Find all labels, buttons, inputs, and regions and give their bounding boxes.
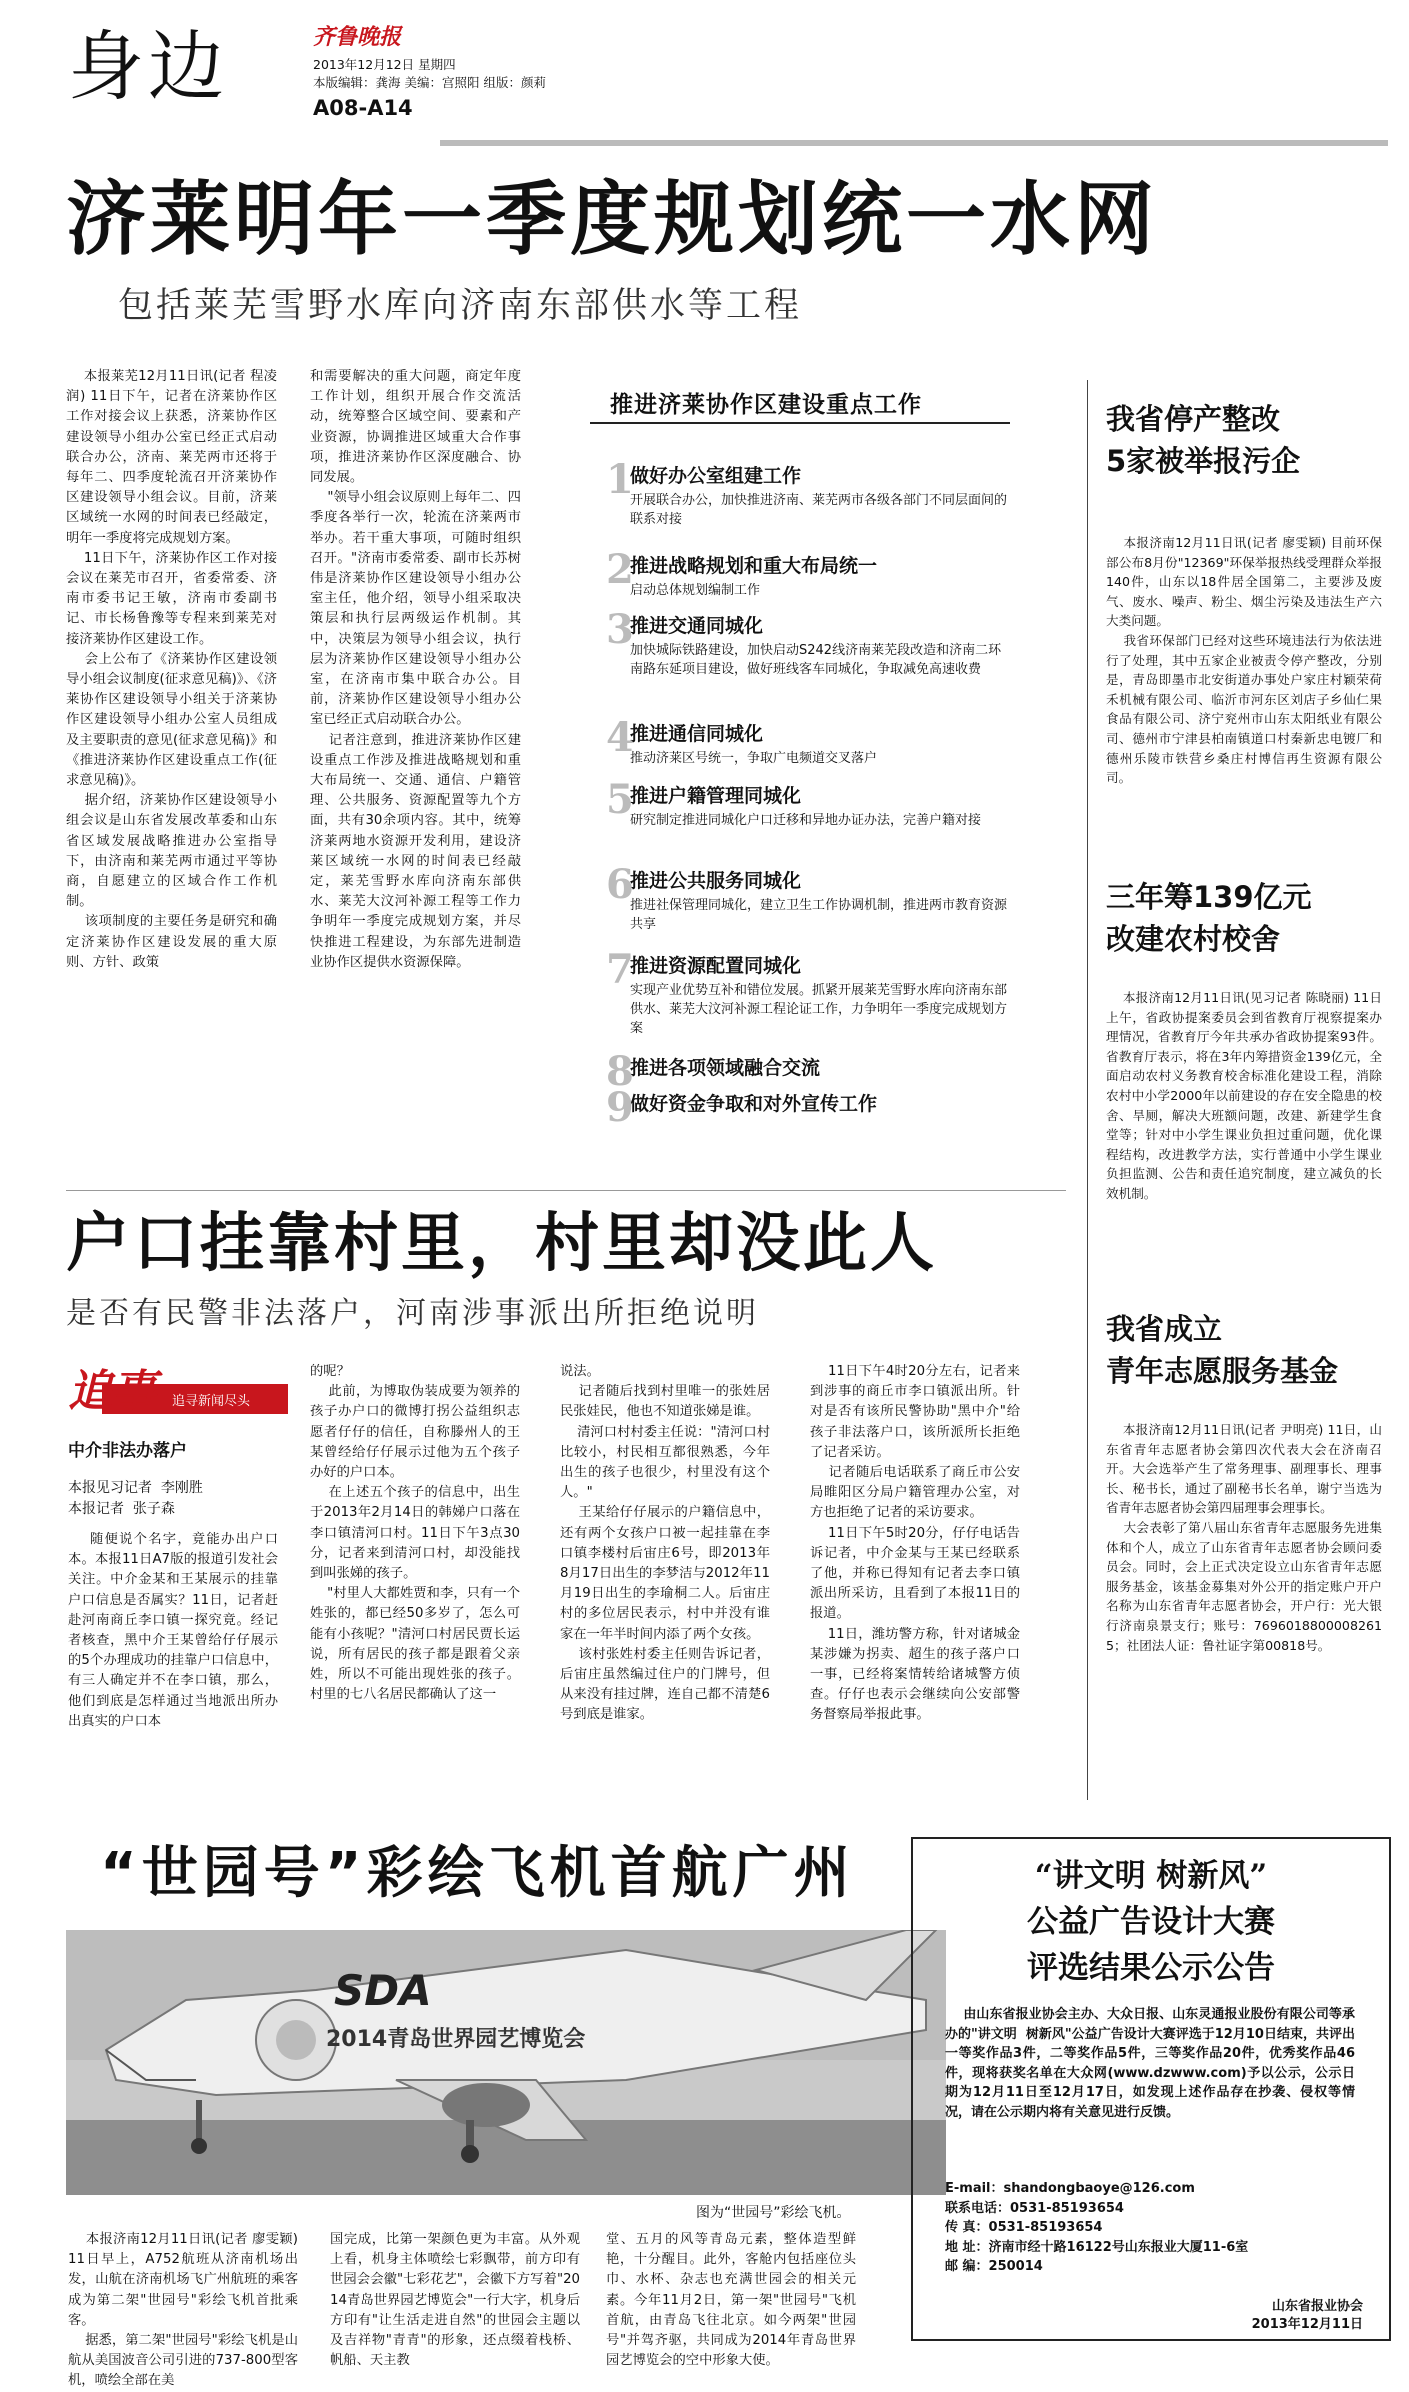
keywork-box-title: 推进济莱协作区建设重点工作: [610, 392, 922, 418]
issue-date: 2013年12月12日 星期四: [313, 57, 456, 72]
side2-body: 本报济南12月11日讯(见习记者 陈晓丽) 11日上午，省政协提案委员会到省教育厅视察提案办理情况，省教育厅今年共承办省政协提案93件。省教育厅表示，将在3年内筹措资金139亿元，全面启动农村义务教育校舍标准化建设工程，消除农村中小学2000年以前建设的存在安全隐患的校舍、旱厕，解决大班额问题，改建、新建学生食堂等；针对中小学生课业负担过重问题，优化课程结构，改进教学方法，实行普通中小学生课业负担监测、公告和责任追究制度，建立减负的长效机制。: [1106, 990, 1382, 1201]
story1-subheadline: 包括莱芜雪野水库向济南东部供水等工程: [118, 286, 803, 326]
keywork-item: [606, 1048, 1010, 1095]
story2-col3: 说法。 记者随后找到村里唯一的张姓居民张娃民，他也不知道张娣是谁。 清河口村村委主任说："清河口村比较小，村民相互都很熟悉，今年出生的孩子也很少，村里没有这个人。" 王某给仔仔展示的户籍信息中，还有两个女孩户口被一起挂靠在李口镇李楼村后宙庄6号，即2013年8月17日出生的李梦洁与2012年11月19日出生的李瑜桐二人。后宙庄村的多位居民表示，村中并没有谁家在一年半时间内添了两个女孩。 该村张姓村委主任则告诉记者，后宙庄虽然编过住户的门牌号，但从来没有挂过牌，连自己都不清楚6号到底是谁家。: [560, 1364, 770, 1723]
plane-logo-text: SDA: [334, 1966, 432, 2015]
item-title: 做好办公室组建工作: [630, 465, 802, 487]
item-desc: 研究制定推进同城化户口迁移和异地办证办法，完善户籍对接: [630, 813, 982, 828]
contact-value: 济南市经十路16122号山东报业大厦11-6室: [988, 2239, 1249, 2255]
airplane-photo: [66, 1930, 946, 2195]
public-notice-box: [911, 1837, 1391, 2341]
page-range: A08-A14: [313, 96, 413, 120]
story1-col2: 和需要解决的重大问题，商定年度工作计划，组织开展合作交流活动，统筹整合区域空间、要素和产业资源，协调推进区域重大合作事项，推进济莱协作区深度融合、协同发展。 "领导小组会议原则上每年二、四季度各举行一次，轮流在济莱两市举办。若干重大事项，可随时组织召开。"济南市委常委、副市长苏树伟是济莱协作区建设领导小组办公室主任，他介绍，领导小组采取决策层和执行层两级运作机制。其中，决策层为领导小组会议，执行层为济莱协作区建设领导小组办公室，在济南市集中联合办公。目前，济莱协作区建设领导小组办公室已经正式启动联合办公。 记者注意到，推进济莱协作区建设重点工作涉及推进战略规划和重大布局统一、交通、通信、户籍管理、公共服务、资源配置等九个方面，共有30余项内容。其中，统筹济莱两地水资源开发利用，建设济莱区域统一水网的时间表已经敲定，莱芜雪野水库向济南东部供水、莱芜大汶河补源工程等工作力争明年一季度完成规划方案，并尽快推进工程建设，为东部先进制造业协作区提供水资源保障。: [310, 369, 521, 970]
item-title: 推进各项领域融合交流: [630, 1057, 821, 1079]
story3-col2: 国完成，比第一架颜色更为丰富。从外观上看，机身主体喷绘七彩飘带，前方印有世园会会徽"七彩花艺"，会徽下方写着"2014青岛世界园艺博览会"一行大字，机身后方印有"让生活走进自然"的世园会主题以及吉祥物"青青"的形象，还点缀着栈桥、帆船、天主教: [330, 2232, 580, 2369]
notice-contacts: [945, 2179, 1365, 2277]
contact-label: 联系电话：: [945, 2200, 1011, 2216]
keywork-item: [606, 1084, 1010, 1131]
column-name: 中介非法办落户: [68, 1441, 187, 1461]
item-title: 推进户籍管理同城化: [630, 785, 802, 807]
editors-line: 本版编辑：龚海 美编：宫照阳 组版：颜莉: [313, 75, 546, 90]
contact-value: 0531-85193654: [988, 2220, 1103, 2236]
item-desc: 加快城际铁路建设，加快启动S242线济南莱芜段改造和济南二环南路东延项目建设，做好班线客车同城化，争取减免高速收费: [630, 643, 1002, 677]
item-number: 5: [606, 776, 634, 823]
contact-value: 0531-85193654: [1010, 2200, 1124, 2216]
contact-label: E-mail：: [945, 2181, 1004, 2196]
section-title: 身边: [68, 22, 228, 111]
keywork-box: [590, 380, 1020, 1130]
keywork-list: [606, 456, 1020, 1131]
keywork-item: [606, 714, 1010, 768]
item-number: 6: [606, 861, 634, 908]
item-title: 推进资源配置同城化: [630, 955, 802, 977]
column-logo-small: 追寻新闻尽头: [172, 1394, 251, 1409]
notice-title: “讲文明 树新风” 公益广告设计大赛 评选结果公示公告: [1027, 1858, 1275, 1986]
item-title: 推进公共服务同城化: [630, 870, 802, 892]
masthead-rule: [440, 140, 1388, 146]
notice-body: 由山东省报业协会主办、大众日报、山东灵通报业股份有限公司等承办的"讲文明 树新风"公益广告设计大赛评选于12月10日结束，共评出一等奖作品3件，二等奖作品5件，三等奖作品20件，优秀奖作品46件，现将获奖名单在大众网(www.dzwww.com)予以公示，公示日期为12月11日至12月17日，如发现上述作品存在抄袭、侵权等情况，请在公示期内将有关意见进行反馈。: [945, 2007, 1355, 2120]
item-desc: 推进社保管理同城化，建立卫生工作协调机制，推进两市教育资源共享: [630, 898, 1008, 932]
keywork-item: [606, 606, 1010, 679]
story2-col2: 的呢？ 此前，为博取伪装成要为领养的孩子办户口的微博打拐公益组织志愿者仔仔的信任，自称滕州人的王某曾经给仔仔展示过他为五个孩子办好的户口本。 在上述五个孩子的信息中，出生于2013年2月14日的韩娣户口落在李口镇清河口村。11日下午3点30分，记者来到清河口村，却没能找到叫张娣的孩子。 "村里人大都姓贾和李，只有一个姓张的，都已经50多岁了，怎么可能有小孩呢？"清河口村居民贾长运说，所有居民的孩子都是跟着父亲姓，所以不可能出现姓张的孩子。村里的七八名居民都确认了这一: [310, 1364, 520, 1703]
story3-col1: 本报济南12月11日讯(记者 廖雯颖) 11日早上，A752航班从济南机场出发，山航在济南机场飞广州航班的乘客成为第二架"世园号"彩绘飞机首批乘客。 据悉，第二架"世园号"彩绘飞机是山航从美国波音公司引进的737-800型客机，喷绘全部在美: [68, 2232, 298, 2389]
side1-headline: 我省停产整改 5家被举报污企: [1106, 402, 1301, 478]
notice-sign-date: 2013年12月11日: [1251, 2317, 1363, 2332]
story2-col4: 11日下午4时20分左右，记者来到涉事的商丘市李口镇派出所。针对是否有该所民警协助"黑中介"给孩子非法落户口，该所派所长拒绝了记者采访。 记者随后电话联系了商丘市公安局睢阳区分局户籍管理办公室，对方也拒绝了记者的采访要求。 11日下午5时20分，仔仔电话告诉记者，中介金某与王某已经联系了他，并称已得知有记者去李口镇派出所采访，且看到了本报11日的报道。 11日，潍坊警方称，针对诸城金某涉嫌为拐卖、超生的孩子落户口一事，已经将案情转给诸城警方侦查。仔仔也表示会继续向公安部警务督察局举报此事。: [810, 1364, 1020, 1723]
contact-phone: [945, 2199, 1365, 2219]
item-number: 2: [606, 546, 634, 593]
column-logo-big: 追事: [68, 1366, 156, 1417]
side3-body: 本报济南12月11日讯(记者 尹明亮) 11日，山东省青年志愿者协会第四次代表大会在济南召开。大会选举产生了常务理事、副理事长、理事长、秘书长，通过了副秘书长名单，谢宁当选为省青年志愿者协会第四届理事会理事长。 大会表彰了第八届山东省青年志愿服务先进集体和个人，成立了山东省青年志愿者协会顾问委员会。同时，会上正式决定设立山东省青年志愿服务基金，该基金募集对外公开的指定账户开户名称为山东省青年志愿者协会，开户行：光大银行济南泉景支行；账号：76960188000082615；社团法人证：鲁社证字第00818号。: [1106, 1422, 1383, 1653]
plane-banner-text: 2014青岛世界园艺博览会: [326, 2027, 586, 2052]
airplane-illustration: [66, 1930, 946, 2195]
item-number: 8: [606, 1048, 634, 1095]
item-title: 推进战略规划和重大布局统一: [630, 555, 878, 577]
item-title: 推进通信同城化: [630, 723, 764, 745]
side2-headline: 三年筹139亿元 改建农村校舍: [1106, 880, 1312, 956]
contact-postcode: [945, 2257, 1365, 2277]
item-number: 3: [606, 606, 634, 653]
story2-col1: 随便说个名字，竟能办出户口本。本报11日A7版的报道引发社会关注。中介金某和王某展示的挂靠户口信息是否属实？11日，记者赶赴河南商丘李口镇一探究竟。经记者核查，黑中介王某曾给仔仔展示的5个办理成功的挂靠户口信息中，有三人确定并不在李口镇，那么，他们到底是怎样通过当地派出所办出真实的户口本: [68, 1532, 278, 1729]
contact-email: [945, 2179, 1365, 2199]
story1-col1: 本报莱芜12月11日讯(记者 程凌润) 11日下午，记者在济莱协作区工作对接会议上获悉，济莱协作区建设领导小组办公室已经正式启动联合办公，济南、莱芜两市还将于每年二、四季度轮流召开济莱协作区建设领导小组会议。目前，济莱区域统一水网的时间表已经敲定，明年一季度将完成规划方案。 11日下午，济莱协作区工作对接会议在莱芜市召开，省委常委、济南市委书记王敏，济南市委副书记、市长杨鲁豫等专程来到莱芜对接济莱协作区建设工作。 会上公布了《济莱协作区建设领导小组会议制度(征求意见稿)》、《济莱协作区建设领导小组关于济莱协作区建设领导小组办公室人员组成及主要职责的意见(征求意见稿)》和《推进济莱协作区建设重点工作(征求意见稿)》。 据介绍，济莱协作区建设领导小组会议是山东省发展改革委和山东省区域发展战略推进办公室指导下，由济南和莱芜两市通过平等协商，自愿建立的区域合作工作机制。 该项制度的主要任务是研究和确定济莱协作区建设发展的重大原则、方针、政策: [66, 369, 277, 970]
item-desc: 推动济莱区号统一，争取广电频道交叉落户: [630, 751, 878, 766]
item-number: 7: [606, 946, 634, 993]
contact-value: shandongbaoye@126.com: [1003, 2181, 1195, 2196]
story2-byline: 本报见习记者 李刚胜 本报记者 张子森: [68, 1480, 203, 1517]
item-title: 推进交通同城化: [630, 615, 764, 637]
item-number: 4: [606, 714, 634, 761]
keywork-item: [606, 546, 1010, 600]
side1-body: 本报济南12月11日讯(记者 廖雯颖) 目前环保部公布8月份"12369"环保举报热线受理群众举报140件，山东以18件居全国第二，主要涉及废气、废水、噪声、粉尘、烟尘污染及违法生产六大类问题。 我省环保部门已经对这些环境违法行为依法进行了处理，其中五家企业被责令停产整改，分别是，青岛即墨市北安街道办事处户家庄村颖荣荷禾机械有限公司、临沂市河东区刘店子乡仙仁果食品有限公司、济宁兖州市山东太阳纸业有限公司、德州市宁津县柏南镇道口村秦新忠电镀厂和德州乐陵市铁营乡桑庄村博信再生资源有限公司。: [1106, 535, 1383, 786]
story2-headline: 户口挂靠村里，村里却没此人: [66, 1207, 937, 1281]
contact-address: [945, 2238, 1365, 2258]
story1-headline: 济莱明年一季度规划统一水网: [66, 173, 1158, 266]
keywork-item: [606, 776, 1010, 830]
story2-top-rule: [66, 1190, 1066, 1191]
story2-subheadline: 是否有民警非法落户，河南涉事派出所拒绝说明: [66, 1296, 759, 1331]
photo-caption: 图为“世园号”彩绘飞机。: [688, 2200, 859, 2224]
story3-col3: 堂、五月的风等青岛元素，整体造型鲜艳，十分醒目。此外，客舱内包括座位头巾、水杯、杂志也充满世园会的相关元素。今年11月2日，第一架"世园号"飞机首航，由青岛飞往北京。如今两架"世园号"并驾齐驱，共同成为2014年青岛世界园艺博览会的空中形象大使。: [606, 2232, 856, 2369]
keywork-box-title-rule: [590, 422, 1010, 424]
newspaper-logo: 齐鲁晚报: [313, 24, 402, 50]
keywork-item: [606, 456, 1010, 529]
item-desc: 开展联合办公，加快推进济南、莱芜两市各级各部门不同层面间的联系对接: [630, 493, 1008, 527]
item-number: 1: [606, 456, 634, 503]
column-logo: [68, 1366, 288, 1422]
keywork-item: [606, 861, 1010, 934]
contact-label: 邮 编：: [945, 2259, 989, 2275]
item-desc: 实现产业优势互补和错位发展。抓紧开展莱芜雪野水库向济南东部供水、莱芜大汶河补源工程论证工作，力争明年一季度完成规划方案: [630, 983, 1008, 1036]
story3-headline: “世园号”彩绘飞机首航广州: [100, 1841, 855, 1906]
side3-headline: 我省成立 青年志愿服务基金: [1106, 1312, 1339, 1388]
item-desc: 启动总体规划编制工作: [630, 583, 761, 598]
contact-value: 250014: [988, 2259, 1043, 2275]
keywork-item: [606, 946, 1010, 1038]
contact-label: 地 址：: [945, 2239, 989, 2255]
contact-fax: [945, 2218, 1365, 2238]
contact-label: 传 真：: [945, 2220, 989, 2236]
item-number: 9: [606, 1084, 634, 1131]
right-column-rule: [1087, 380, 1088, 1800]
item-title: 做好资金争取和对外宣传工作: [630, 1093, 878, 1115]
notice-signer: 山东省报业协会: [1271, 2299, 1363, 2314]
